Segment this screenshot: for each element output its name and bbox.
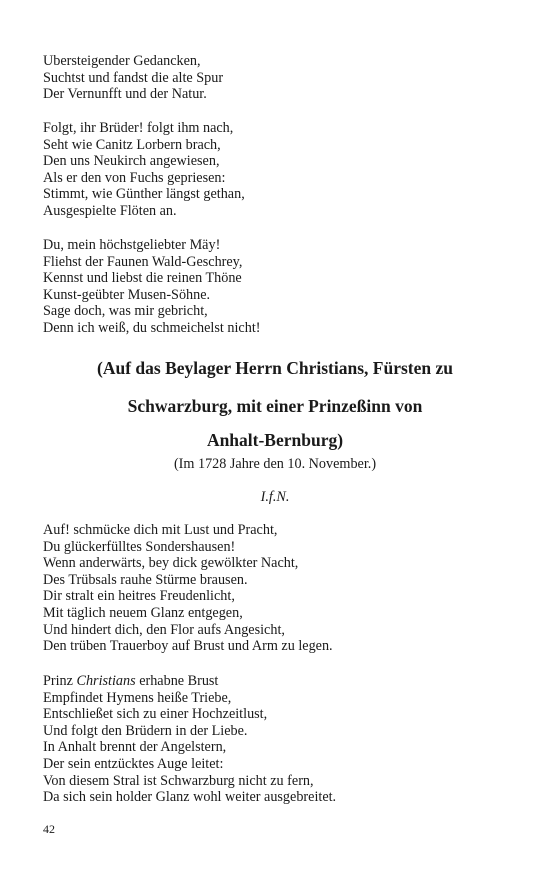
poem-title-line-3: Anhalt-Bernburg) bbox=[206, 430, 344, 450]
verse-line: Ubersteigender Gedancken, bbox=[43, 53, 201, 69]
verse-line: Kennst und liebst die reinen Thöne bbox=[43, 270, 242, 287]
verse-line: Entschließet sich zu einer Hochzeitlust, bbox=[43, 706, 268, 723]
verse-line: Wenn anderwärts, bey dick gewölkter Nacht, bbox=[43, 555, 299, 572]
verse-line: Denn ich weiß, du schmeichelst nicht! bbox=[43, 319, 261, 336]
verse-line: Als er den von Fuchs gepriesen: bbox=[43, 169, 226, 186]
verse-line: Folgt, ihr Brüder! folgt ihm nach, bbox=[43, 120, 234, 136]
verse-line: Seht wie Canitz Lorbern brach, bbox=[43, 136, 221, 153]
poem-date: (Im 1728 Jahre den 10. November.) bbox=[173, 456, 377, 472]
verse-line: Den uns Neukirch angewiesen, bbox=[43, 153, 220, 170]
verse-line bbox=[43, 673, 513, 690]
verse-line: Von diesem Stral ist Schwarzburg nicht zu fern, bbox=[43, 772, 314, 789]
poem-author: I.f.N. bbox=[260, 489, 290, 505]
verse-line: Da sich sein holder Glanz wohl weiter ausgebreitet. bbox=[43, 789, 337, 806]
verse-line: Suchtst und fandst die alte Spur bbox=[43, 69, 224, 86]
page-number: 42 bbox=[43, 822, 55, 836]
verse-line: Sage doch, was mir gebricht, bbox=[43, 303, 208, 320]
verse-line: Und folgt den Brüdern in der Liebe. bbox=[43, 722, 248, 739]
verse-text: erhabne Brust bbox=[135, 673, 219, 689]
verse-line: Stimmt, wie Günther längst gethan, bbox=[43, 186, 245, 203]
verse-line: Mit täglich neuem Glanz entgegen, bbox=[43, 604, 243, 621]
verse-line: Und hindert dich, den Flor aufs Angesicht, bbox=[43, 621, 285, 638]
stanza-5 bbox=[43, 673, 513, 806]
verse-line: Der sein entzücktes Auge leitet: bbox=[43, 755, 224, 772]
verse-line: Auf! schmücke dich mit Lust und Pracht, bbox=[43, 522, 278, 538]
stanza-1 bbox=[43, 53, 513, 103]
verse-line: Du glückerfülltes Sondershausen! bbox=[43, 538, 236, 555]
verse-line: Kunst-geübter Musen-Söhne. bbox=[43, 286, 211, 303]
verse-text: Prinz bbox=[43, 673, 77, 689]
verse-name-italic: Christians bbox=[76, 673, 136, 689]
poem-title-line-1: (Auf das Beylager Herrn Christians, Fürsten zu bbox=[97, 358, 453, 378]
verse-line: Empfindet Hymens heiße Triebe, bbox=[43, 689, 232, 706]
verse-line: Den trüben Trauerboy auf Brust und Arm zu legen. bbox=[43, 638, 333, 655]
stanza-4 bbox=[43, 522, 513, 655]
verse-line: Dir stralt ein heitres Freudenlicht, bbox=[43, 588, 235, 605]
verse-line: Ausgespielte Flöten an. bbox=[43, 202, 177, 219]
stanza-2 bbox=[43, 120, 513, 220]
poem-title-line-2: Schwarzburg, mit einer Prinzeßinn von bbox=[127, 396, 423, 416]
verse-line: Fliehst der Faunen Wald-Geschrey, bbox=[43, 253, 243, 270]
verse-line: Du, mein höchstgeliebter Mäy! bbox=[43, 237, 221, 253]
stanza-3 bbox=[43, 237, 513, 337]
verse-line: Des Trübsals rauhe Stürme brausen. bbox=[43, 571, 248, 588]
verse-line: In Anhalt brennt der Angelstern, bbox=[43, 739, 227, 756]
verse-line: Der Vernunfft und der Natur. bbox=[43, 86, 207, 103]
